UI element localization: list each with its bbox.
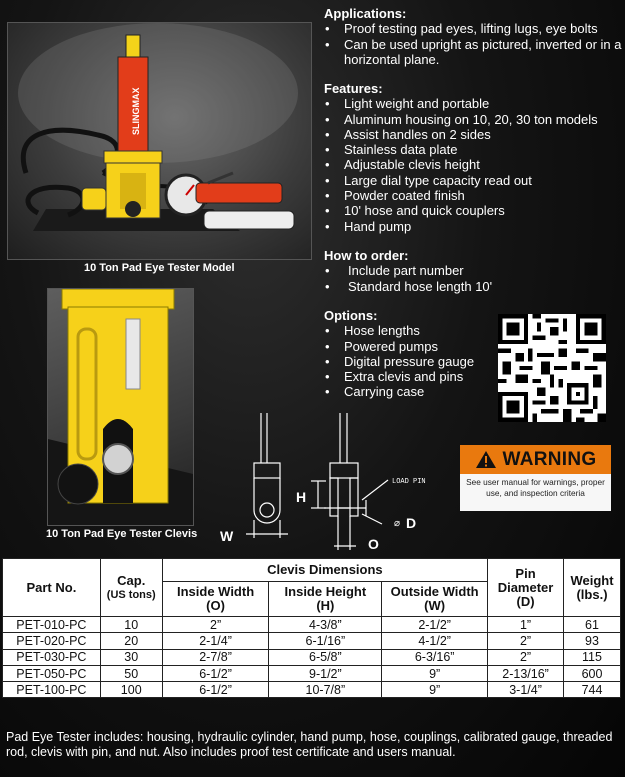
cell-part-no: PET-050-PC: [3, 665, 101, 681]
header-capacity: Cap. (US tons): [100, 559, 162, 617]
applications-heading: Applications:: [324, 6, 407, 21]
list-item: • Carrying case: [324, 384, 474, 399]
hand-pump: [196, 183, 282, 203]
cell-pin-diameter: 1”: [488, 617, 564, 633]
cell-capacity: 30: [100, 649, 162, 665]
clevis-photo-caption: 10 Ton Pad Eye Tester Clevis: [46, 528, 198, 540]
cell-inside-height: 9-1/2”: [269, 665, 382, 681]
list-item: • Hand pump: [324, 219, 598, 234]
cell-outside-width: 6-3/16”: [382, 649, 488, 665]
specs-table: [2, 558, 621, 698]
features-heading: Features:: [324, 81, 383, 96]
table-row: [3, 682, 621, 698]
clevis-photo: [47, 288, 194, 526]
header-outside-width: Outside Width (W): [382, 582, 488, 617]
options-section: [324, 308, 474, 400]
options-heading: Options:: [324, 308, 378, 323]
header-weight: Weight (lbs.): [564, 559, 621, 617]
list-item: • 10' hose and quick couplers: [324, 203, 598, 218]
warning-box: [460, 445, 611, 511]
list-item: • Large dial type capacity read out: [324, 173, 598, 188]
list-item: • Assist handles on 2 sides: [324, 127, 598, 142]
cell-outside-width: 2-1/2”: [382, 617, 488, 633]
how-to-order-heading: How to order:: [324, 248, 409, 263]
clevis-dimension-diagram: [216, 408, 448, 558]
pad-eye-tester-illustration: [8, 23, 311, 259]
header-part-no: Part No.: [3, 559, 101, 617]
cell-outside-width: 9”: [382, 665, 488, 681]
header-inside-width: Inside Width (O): [162, 582, 269, 617]
warning-text: See user manual for warnings, proper use, and inspection criteria: [466, 477, 605, 498]
cell-pin-diameter: 2-13/16”: [488, 665, 564, 681]
warning-triangle-icon: [475, 450, 497, 469]
pad-eye-tester-photo: [7, 22, 312, 260]
cell-weight: 744: [564, 682, 621, 698]
header-inside-height: Inside Height (H): [269, 582, 382, 617]
cell-part-no: PET-010-PC: [3, 617, 101, 633]
diameter-symbol: ⌀: [394, 518, 401, 529]
cell-pin-diameter: 2”: [488, 633, 564, 649]
table-row: [3, 665, 621, 681]
cell-inside-width: 2-1/4”: [162, 633, 269, 649]
qr-code[interactable]: [498, 314, 606, 422]
cell-inside-width: 2”: [162, 617, 269, 633]
cell-pin-diameter: 2”: [488, 649, 564, 665]
cell-outside-width: 4-1/2”: [382, 633, 488, 649]
cell-part-no: PET-030-PC: [3, 649, 101, 665]
cell-capacity: 100: [100, 682, 162, 698]
dim-label-h: H: [296, 489, 307, 505]
cell-capacity: 20: [100, 633, 162, 649]
header-pin-diameter: Pin Diameter (D): [488, 559, 564, 617]
cell-inside-width: 6-1/2”: [162, 665, 269, 681]
table-row: [3, 649, 621, 665]
list-item: • Standard hose length 10': [324, 279, 492, 294]
warning-title: WARNING: [502, 448, 597, 470]
cell-inside-height: 10-7/8”: [269, 682, 382, 698]
cell-part-no: PET-100-PC: [3, 682, 101, 698]
how-to-order-section: [324, 248, 492, 294]
list-item: • Stainless data plate: [324, 142, 598, 157]
list-item: • Powered pumps: [324, 339, 474, 354]
cell-capacity: 10: [100, 617, 162, 633]
qr-code-icon: [498, 314, 606, 422]
cell-inside-height: 6-5/8”: [269, 649, 382, 665]
cell-weight: 115: [564, 649, 621, 665]
cell-outside-width: 9”: [382, 682, 488, 698]
table-row: [3, 617, 621, 633]
cell-part-no: PET-020-PC: [3, 633, 101, 649]
list-item: • Can be used upright as pictured, inverted or in a horizontal plane.: [324, 37, 625, 68]
clevis-illustration: [48, 289, 193, 525]
cell-weight: 61: [564, 617, 621, 633]
table-row: [3, 633, 621, 649]
load-pin-label: LOAD PIN: [392, 478, 426, 486]
cell-weight: 600: [564, 665, 621, 681]
list-item: • Digital pressure gauge: [324, 354, 474, 369]
list-item: • Adjustable clevis height: [324, 157, 598, 172]
list-item: • Light weight and portable: [324, 96, 598, 111]
dim-label-d: D: [406, 515, 417, 531]
header-clevis-dimensions: Clevis Dimensions: [162, 559, 487, 582]
footer-note: Pad Eye Tester includes: housing, hydraulic cylinder, hand pump, hose, couplings, calibrated gauge, threaded rod, clevis with pin, and nut. Also includes proof test certificate and users manual.: [6, 730, 613, 759]
cell-pin-diameter: 3-1/4”: [488, 682, 564, 698]
list-item: • Extra clevis and pins: [324, 369, 474, 384]
dim-label-o: O: [368, 536, 379, 552]
main-photo-caption: 10 Ton Pad Eye Tester Model: [84, 262, 235, 274]
cell-inside-width: 2-7/8”: [162, 649, 269, 665]
features-section: [324, 81, 598, 234]
list-item: • Powder coated finish: [324, 188, 598, 203]
cell-weight: 93: [564, 633, 621, 649]
brand-mark: SLINGMAX: [131, 87, 141, 135]
cell-inside-width: 6-1/2”: [162, 682, 269, 698]
cell-inside-height: 4-3/8”: [269, 617, 382, 633]
cell-capacity: 50: [100, 665, 162, 681]
list-item: • Proof testing pad eyes, lifting lugs, eye bolts: [324, 21, 625, 36]
list-item: • Hose lengths: [324, 323, 474, 338]
cell-inside-height: 6-1/16”: [269, 633, 382, 649]
warning-header: [460, 445, 611, 474]
list-item: • Include part number: [324, 263, 492, 278]
dim-label-w: W: [220, 528, 234, 544]
applications-section: [324, 6, 625, 67]
list-item: • Aluminum housing on 10, 20, 30 ton models: [324, 112, 598, 127]
